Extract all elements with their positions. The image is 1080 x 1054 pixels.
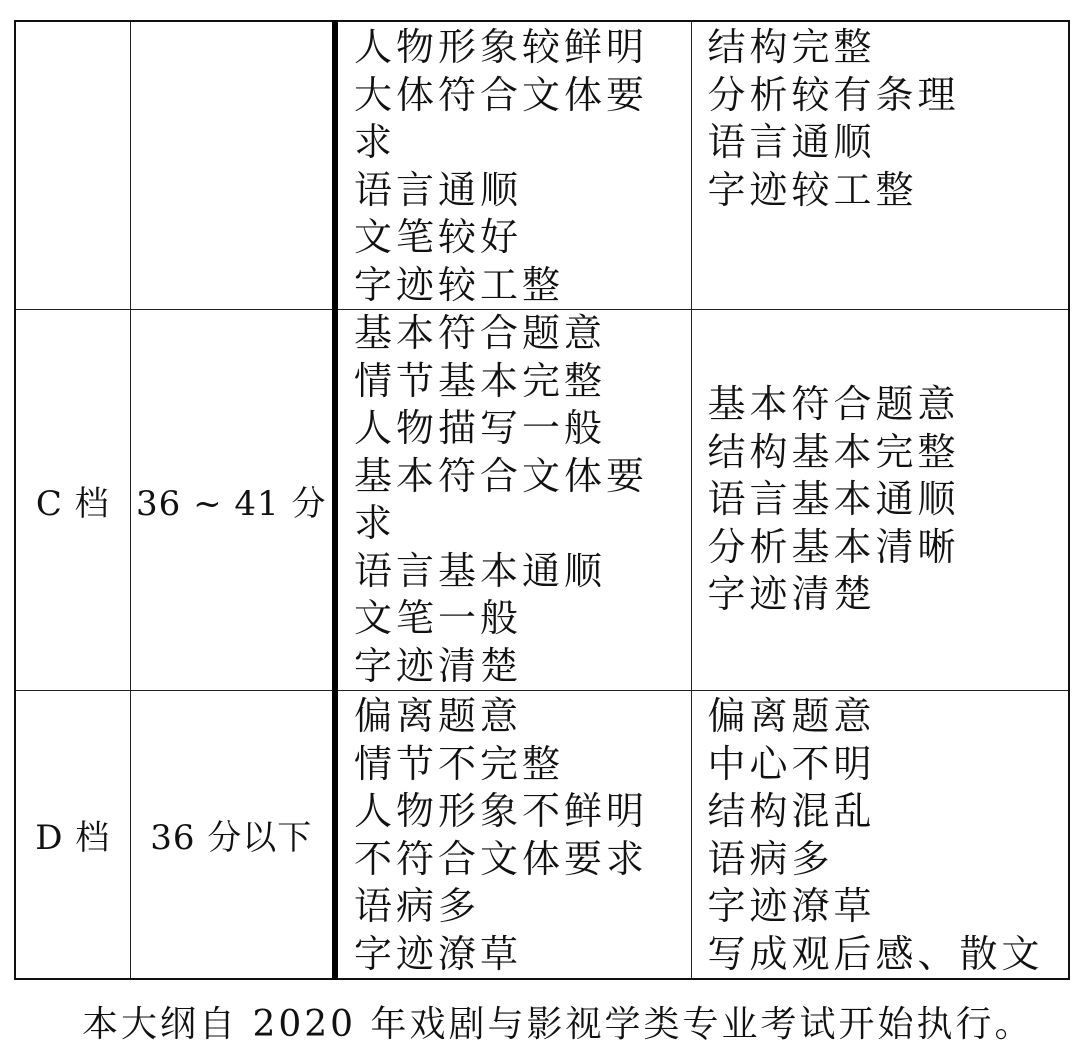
criteria-line: 文笔较好 [354,215,523,259]
criteria-line: 语病多 [354,884,481,928]
criteria-line: 不符合文体要求 [354,836,649,881]
analysis-criteria-cell [691,21,1069,310]
criteria-line: 字迹清楚 [707,572,876,617]
criteria-line: 字迹较工整 [354,262,565,307]
criteria-line: 人物形象不鲜明 [354,789,649,833]
analysis-criteria-cell [691,691,1069,980]
narrative-criteria-cell [335,21,691,310]
criteria-line: 语言通顺 [354,167,523,212]
score-range-cell: 36 ~ 41 分 [130,310,335,691]
criteria-line: 结构混乱 [707,789,876,833]
narrative-criteria-cell [335,691,691,980]
criteria-line: 人物形象较鲜明 [354,25,649,69]
score-range-cell: 36 分以下 [130,691,335,980]
criteria-line: 语病多 [707,836,834,881]
criteria-line: 中心不明 [707,741,876,786]
criteria-line: 偏离题意 [354,694,523,738]
criteria-line: 语言通顺 [707,120,876,164]
criteria-line: 人物描写一般 [354,406,607,450]
grade-cell: D 档 [15,691,130,980]
analysis-criteria-cell [691,310,1069,691]
criteria-line: 大体符合文体要 [354,72,649,117]
grade-cell [15,21,130,310]
table-row-d [15,691,1069,980]
table-row-c [15,310,1069,691]
criteria-line: 文笔一般 [354,596,523,640]
narrative-criteria-cell [335,310,691,691]
criteria-line: 字迹潦草 [707,884,876,928]
criteria-line: 写成观后感、散文 [707,931,1044,976]
score-range-cell [130,21,335,310]
criteria-line: 结构完整 [707,25,876,69]
criteria-line: 字迹较工整 [707,167,918,212]
criteria-line: 情节基本完整 [354,358,607,403]
criteria-line: 分析基本清晰 [707,524,960,569]
criteria-line: 语言基本通顺 [354,548,607,593]
criteria-line: 求 [354,120,397,164]
criteria-line: 基本符合文体要 [354,453,649,498]
footer-note: 本大纲自 2020 年戏剧与影视学类专业考试开始执行。 [82,1004,1034,1045]
criteria-line: 字迹清楚 [354,643,523,688]
criteria-line: 求 [354,501,397,545]
criteria-line: 基本符合题意 [707,382,960,427]
grading-criteria-table [14,20,1070,980]
criteria-line: 结构基本完整 [707,429,960,474]
criteria-line: 字迹潦草 [354,931,523,976]
criteria-line: 语言基本通顺 [707,477,960,522]
criteria-line: 基本符合题意 [354,311,607,355]
table-row-b-continued [15,21,1069,310]
criteria-line: 偏离题意 [707,694,876,738]
grade-cell: C 档 [15,310,130,691]
criteria-line: 分析较有条理 [707,72,960,117]
criteria-line: 情节不完整 [354,741,565,786]
